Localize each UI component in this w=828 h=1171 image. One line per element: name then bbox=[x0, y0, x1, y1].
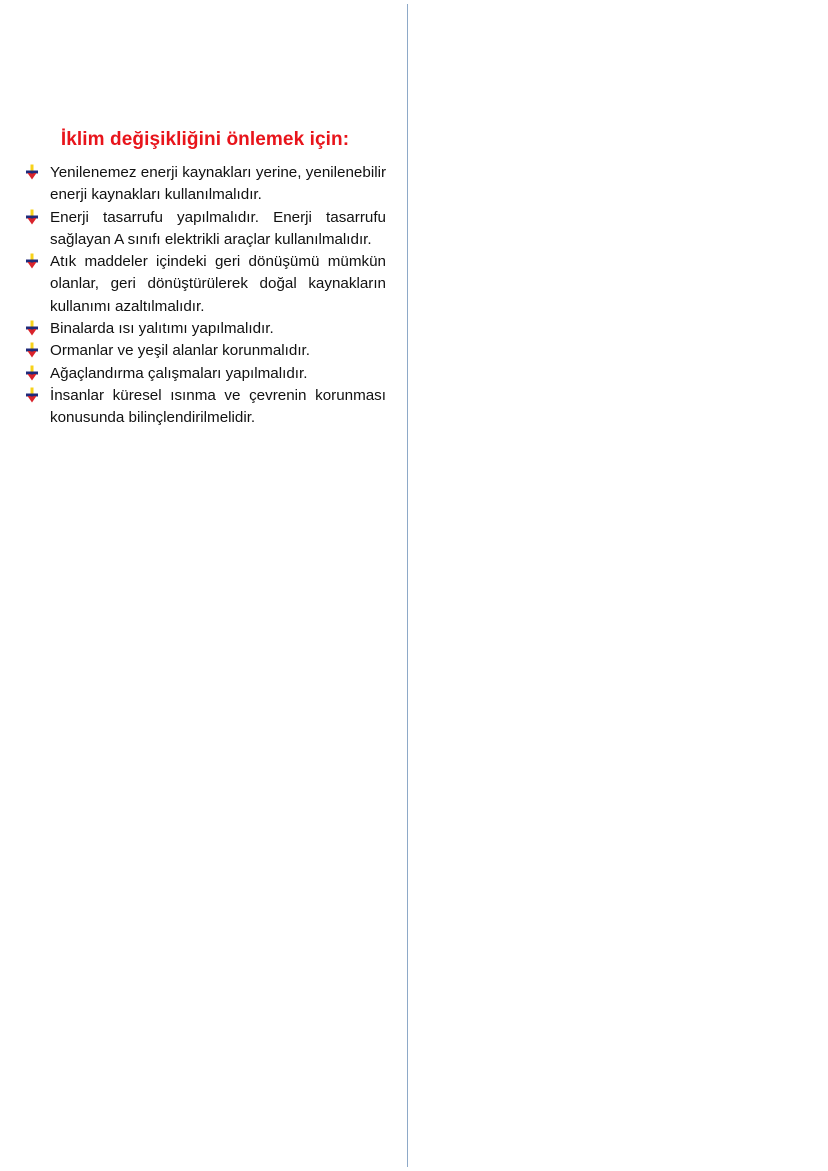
bullet-arrow-icon bbox=[24, 342, 40, 358]
bullet-arrow-icon bbox=[24, 320, 40, 336]
list-item-text: Yenilenemez enerji kaynakları yerine, yenilenebilir enerji kaynakları kullanılmalıdır. bbox=[50, 164, 386, 204]
list-item bbox=[24, 318, 386, 340]
list-item-text: İnsanlar küresel ısınma ve çevrenin korunması konusunda bilinçlendirilmelidir. bbox=[50, 386, 386, 427]
bullet-arrow-icon bbox=[24, 387, 40, 403]
list-item-text: Enerji tasarrufu yapılmalıdır. Enerji tasarrufu sağlayan A sınıfı elektrikli araçlar kullanılmalıdır. bbox=[50, 208, 386, 248]
section-heading: İklim değişikliğini önlemek için: bbox=[60, 129, 350, 150]
list-item bbox=[24, 207, 386, 252]
list-item bbox=[24, 340, 386, 362]
bullet-list bbox=[24, 162, 386, 430]
bullet-arrow-icon bbox=[24, 365, 40, 381]
list-item bbox=[24, 363, 386, 385]
bullet-arrow-icon bbox=[24, 164, 40, 180]
left-column bbox=[24, 128, 386, 430]
list-item-text: Ormanlar ve yeşil alanlar korunmalıdır. bbox=[50, 342, 310, 360]
list-item bbox=[24, 251, 386, 318]
list-item-text: Binalarda ısı yalıtımı yapılmalıdır. bbox=[50, 320, 274, 338]
list-item bbox=[24, 162, 386, 207]
list-item-text: Ağaçlandırma çalışmaları yapılmalıdır. bbox=[50, 364, 308, 382]
list-item bbox=[24, 385, 386, 430]
column-divider bbox=[407, 4, 408, 1167]
bullet-arrow-icon bbox=[24, 253, 40, 269]
bullet-arrow-icon bbox=[24, 209, 40, 225]
list-item-text: Atık maddeler içindeki geri dönüşümü mümkün olanlar, geri dönüştürülerek doğal kaynakların kullanımı azaltılmalıdır. bbox=[50, 253, 386, 315]
